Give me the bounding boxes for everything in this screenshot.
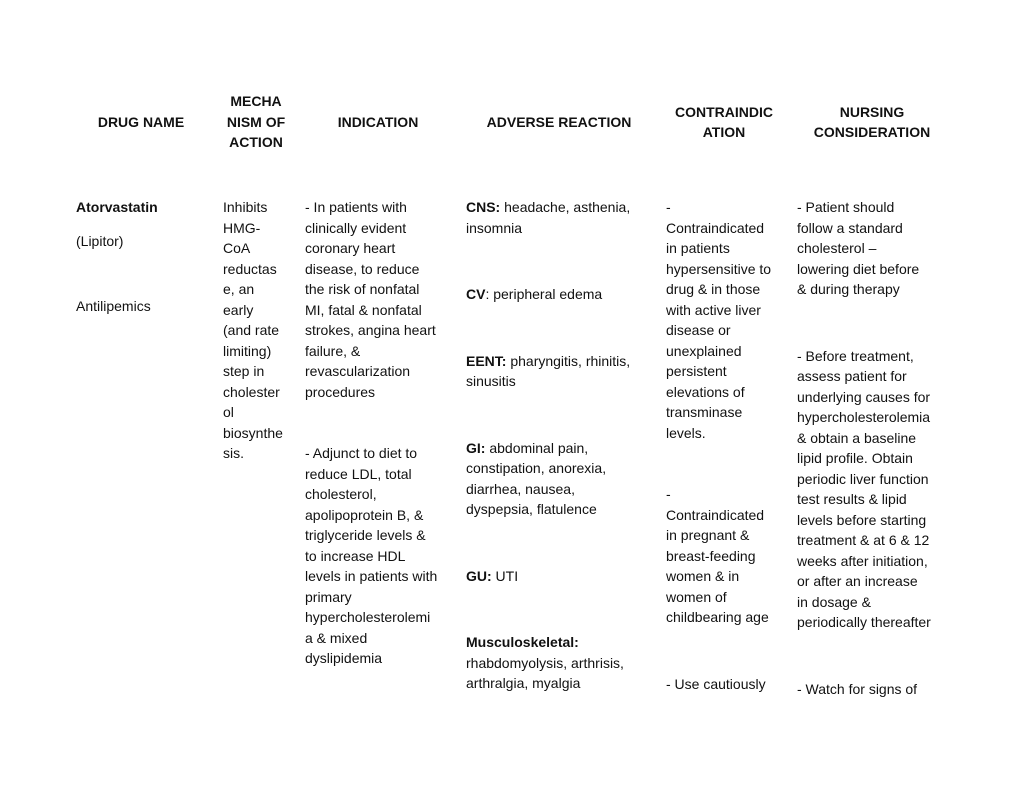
contra-block <box>666 674 791 695</box>
contra-line: Contraindicated <box>666 506 765 523</box>
mechanism-line: CoA <box>223 240 251 256</box>
indication-line: hypercholesterolemi <box>305 609 431 625</box>
mechanism-line: early <box>223 301 254 318</box>
adverse-eent <box>466 351 656 392</box>
contraindication-cell <box>666 197 791 694</box>
contra-line: - Use cautiously <box>666 675 766 692</box>
header-indication <box>303 90 453 154</box>
nursing-line: cholesterol – <box>797 240 877 256</box>
mechanism-line: sis. <box>223 445 244 461</box>
indication-line: failure, & <box>305 342 361 359</box>
indication-line: the risk of nonfatal <box>305 281 420 297</box>
indication-line: apolipoprotein B, & <box>305 506 424 523</box>
contra-line: persistent <box>666 363 727 379</box>
contra-line: disease or <box>666 322 731 338</box>
indication-line: triglyceride levels & <box>305 527 426 543</box>
header-contra-line: CONTRAINDIC <box>675 103 773 120</box>
mechanism-line: (and rate <box>223 322 280 338</box>
contra-line: transminase <box>666 404 743 420</box>
nursing-line: - Patient should <box>797 199 895 215</box>
indication-line: - Adjunct to diet to <box>305 445 418 461</box>
nursing-block <box>797 679 957 700</box>
adverse-line: diarrhea, nausea, <box>466 480 575 497</box>
contra-line: childbearing age <box>666 609 769 625</box>
indication-cell <box>305 197 460 669</box>
adverse-line <box>466 351 656 372</box>
header-nursing-consideration <box>796 90 948 154</box>
adverse-reaction-cell <box>466 197 656 694</box>
mechanism-line: HMG- <box>223 219 261 236</box>
indication-line: primary <box>305 588 352 605</box>
cns-label: CNS: <box>466 199 501 215</box>
eent-text: pharyngitis, rhinitis, <box>506 352 631 369</box>
gu-label: GU: <box>466 567 492 584</box>
contra-line: women & in <box>666 568 740 584</box>
nursing-line: & during therapy <box>797 281 900 297</box>
adverse-line: dyspepsia, flatulence <box>466 501 597 517</box>
mechanism-line: cholester <box>223 383 280 400</box>
header-nursing-line: CONSIDERATION <box>813 124 931 140</box>
contra-line: - <box>666 486 671 502</box>
contra-line: in pregnant & <box>666 527 750 543</box>
cv-label: CV <box>466 286 486 302</box>
cns-text: headache, asthenia, <box>500 199 631 215</box>
header-contraindication <box>662 90 786 154</box>
nursing-line: or after an increase <box>797 573 918 589</box>
gi-label: GI: <box>466 439 486 456</box>
indication-line: dyslipidemia <box>305 650 383 666</box>
nursing-line: hypercholesterolemia <box>797 409 931 425</box>
adverse-line <box>466 284 656 305</box>
adverse-line: constipation, anorexia, <box>466 460 607 476</box>
nursing-line: lowering diet before <box>797 260 920 277</box>
adverse-line <box>466 197 656 218</box>
header-mechanism <box>220 90 292 154</box>
nursing-line: & obtain a baseline <box>797 429 917 446</box>
mechanism-cell <box>223 197 295 464</box>
nursing-line: - Before treatment, <box>797 347 914 364</box>
mechanism-line: limiting) <box>223 342 272 359</box>
header-mechanism-line: MECHA <box>230 93 282 110</box>
nursing-line: weeks after initiation, <box>797 552 928 569</box>
header-drug-name-text: DRUG NAME <box>97 113 185 130</box>
indication-line: to increase HDL <box>305 547 406 564</box>
nursing-line: assess patient for <box>797 368 907 384</box>
nursing-line: levels before starting <box>797 511 927 528</box>
nursing-line: periodically thereafter <box>797 614 931 630</box>
contra-line: in patients <box>666 240 730 256</box>
adverse-gu <box>466 566 656 587</box>
nursing-line: follow a standard <box>797 219 903 236</box>
mechanism-line: biosynthe <box>223 424 283 441</box>
adverse-line: rhabdomyolysis, arthrisis, <box>466 654 624 671</box>
indication-line: disease, to reduce <box>305 260 420 277</box>
contra-line: - <box>666 199 671 215</box>
indication-line: MI, fatal & nonfatal <box>305 301 422 318</box>
mechanism-line: Inhibits <box>223 199 268 215</box>
adverse-line <box>466 632 656 653</box>
header-adverse-text: ADVERSE REACTION <box>486 113 632 130</box>
contra-line: women of <box>666 588 727 605</box>
drug-brand: (Lipitor) <box>76 232 124 249</box>
nursing-block <box>797 197 957 300</box>
adverse-musculoskeletal <box>466 632 656 694</box>
indication-line: clinically evident <box>305 219 407 236</box>
nursing-line: treatment & at 6 & 12 <box>797 532 930 548</box>
contra-line: levels. <box>666 424 706 441</box>
header-drug-name <box>76 90 206 154</box>
cv-text: : peripheral edema <box>485 286 603 302</box>
adverse-line: insomnia <box>466 219 523 236</box>
gi-text: abdominal pain, <box>485 439 589 456</box>
nursing-line: in dosage & <box>797 593 871 610</box>
indication-line: - In patients with <box>305 199 407 215</box>
header-contra-line: ATION <box>702 124 746 140</box>
adverse-line <box>466 566 656 587</box>
contra-block <box>666 484 791 628</box>
contra-line: breast-feeding <box>666 547 756 564</box>
indication-block <box>305 197 460 402</box>
contra-line: unexplained <box>666 342 742 359</box>
contra-line: with active liver <box>666 301 761 318</box>
musc-label: Musculoskeletal: <box>466 634 579 650</box>
indication-line: strokes, angina heart <box>305 322 436 338</box>
indication-line: levels in patients with <box>305 568 438 584</box>
indication-line: cholesterol, <box>305 486 377 502</box>
eent-label: EENT: <box>466 352 507 369</box>
contra-line: hypersensitive to <box>666 260 772 277</box>
indication-line: coronary heart <box>305 240 396 256</box>
header-mechanism-line: NISM OF <box>226 113 286 130</box>
mechanism-line: step in <box>223 363 265 379</box>
adverse-line <box>466 438 656 459</box>
indication-line: revascularization <box>305 363 411 379</box>
adverse-cns <box>466 197 656 238</box>
nursing-line: lipid profile. Obtain <box>797 450 913 466</box>
indication-line: a & mixed <box>305 629 368 646</box>
mechanism-line: e, an <box>223 281 255 297</box>
drug-name-cell <box>76 197 211 317</box>
nursing-line: periodic liver function <box>797 470 929 487</box>
indication-line: reduce LDL, total <box>305 465 412 482</box>
drug-class: Antilipemics <box>76 298 151 314</box>
adverse-gi <box>466 438 656 520</box>
mechanism-line: ol <box>223 404 234 420</box>
header-indication-text: INDICATION <box>337 113 419 130</box>
contra-line: drug & in those <box>666 281 761 297</box>
adverse-line: arthralgia, myalgia <box>466 675 581 691</box>
contra-block <box>666 197 791 443</box>
adverse-line: sinusitis <box>466 373 516 389</box>
nursing-line: test results & lipid <box>797 491 907 507</box>
nursing-consideration-cell <box>797 197 957 699</box>
contra-line: Contraindicated <box>666 219 765 236</box>
drug-name: Atorvastatin <box>76 199 158 215</box>
mechanism-line: reductas <box>223 260 277 277</box>
indication-line: procedures <box>305 383 376 400</box>
indication-block <box>305 443 460 669</box>
header-mechanism-line: ACTION <box>229 134 283 151</box>
header-nursing-line: NURSING <box>839 103 905 120</box>
contra-line: elevations of <box>666 383 745 400</box>
header-adverse-reaction <box>464 90 654 154</box>
gu-text: UTI <box>491 567 519 584</box>
nursing-line: - Watch for signs of <box>797 680 918 697</box>
adverse-cv <box>466 284 656 305</box>
nursing-line: underlying causes for <box>797 388 931 405</box>
nursing-block <box>797 346 957 633</box>
